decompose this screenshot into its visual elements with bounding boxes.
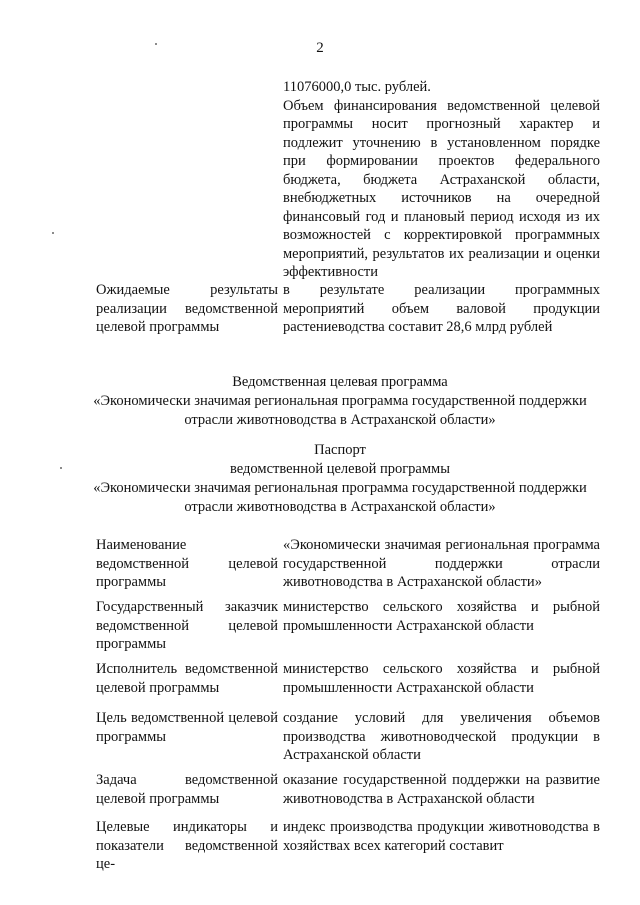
row-value: министерство сельского хозяйства и рыбной промышленности Астраханской области [283,599,600,634]
funding-note-paragraph: Объем финансирования ведомственной целевой программы носит прогнозный характер и подлежит уточнению в установленном порядке при формировании проектов федерального бюджета, бюджета Астраханской области, внебюджетных источников на очередной финансовый год и плановый период исходя из их возможностей с корректировкой программных мероприятий, результатов их реализации и оценки эффективности [283,97,600,280]
program-heading-line: «Экономически значимая региональная программа государственной поддержки [93,393,587,409]
row-value: индекс производства продукции животноводства в хозяйствах всех категорий составит [283,819,600,854]
passport-row-executor [96,660,600,697]
row-value: оказание государственной поддержки на развитие животноводства в Астраханской области [283,772,600,807]
row-label: Ожидаемые результаты реализации ведомственной целевой программы [96,282,278,335]
row-label: Целевые индикаторы и показатели ведомственной це- [96,819,278,872]
row-label: Цель ведомственной целевой программы [96,710,278,745]
row-label: Наименование ведомственной целевой программы [96,537,278,590]
row-label: Исполнитель ведомственной целевой программы [96,661,278,696]
row-label: Государственный заказчик ведомственной целевой программы [96,599,278,652]
passport-heading-line: «Экономически значимая региональная программа государственной поддержки [93,480,587,496]
row-label: Задача ведомственной целевой программы [96,772,278,807]
program-heading-line: отрасли животноводства в Астраханской области» [184,412,496,428]
passport-row-indicators [96,818,600,874]
row-value: «Экономически значимая региональная программа государственной поддержки отрасли животноводства в Астраханской области» [283,537,600,590]
funding-amount-line: 11076000,0 тыс. рублей. [283,79,431,95]
row-value: министерство сельского хозяйства и рыбной промышленности Астраханской области [283,661,600,696]
passport-row-name [96,536,600,592]
passport-row-customer [96,598,600,654]
passport-heading-line: отрасли животноводства в Астраханской области» [184,499,496,515]
row-value: в результате реализации программных мероприятий объем валовой продукции растениеводства составит 28,6 млрд рублей [283,282,600,335]
row-value: создание условий для увеличения объемов производства животноводческой продукции в Астраханской области [283,710,600,763]
program-heading-line: Ведомственная целевая программа [232,374,448,390]
passport-row-goal [96,709,600,765]
passport-heading-line: ведомственной целевой программы [230,461,450,477]
passport-row-task [96,771,600,808]
scan-speck [52,232,54,234]
expected-results-row [96,281,600,337]
page-number: 2 [316,40,324,56]
funding-continuation [283,78,600,282]
passport-heading-line: Паспорт [314,442,366,458]
program-heading [60,373,620,430]
passport-heading [60,441,620,517]
